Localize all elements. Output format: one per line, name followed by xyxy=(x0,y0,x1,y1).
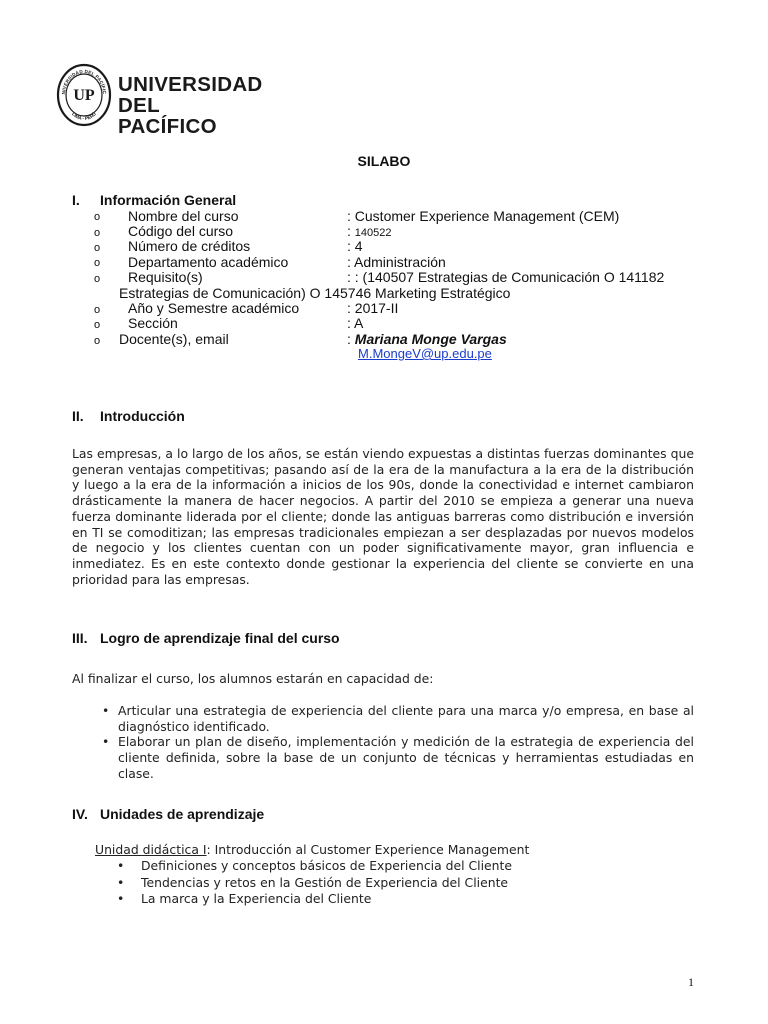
section-heading-2 xyxy=(72,408,185,424)
logo-line-2: DEL PACÍFICO xyxy=(118,94,217,138)
unit-title: : Introducción al Customer Experience Management xyxy=(206,842,530,857)
info-label-course-code: Código del curso xyxy=(128,223,234,239)
section-number: IV. xyxy=(72,806,88,822)
list-item: • Elaborar un plan de diseño, implementación y medición de la estrategia de experiencia del cliente definida, sobre la base de un conjunto de técnicas y herramientas estudiadas en clase. xyxy=(100,734,694,781)
circle-bullet-icon: o xyxy=(94,211,101,223)
introduction-paragraph: Las empresas, a lo largo de los años, se están viendo expuestas a distintas fuerzas dominantes que generan ventajas competitivas; pasando así de la era de la manufactura a la era de la distribución y luego a la era de la información a inicios de los 90s, donde la conectividad e internet cambiaron drásticamente la manera de hacer negocios. A partir del 2010 se empieza a generar una nueva fuerza dominante liderada por el cliente; donde las antiguas barreras como distribución e inversión en TI se comoditizan; las empresas tradicionales empiezan a ser desplazadas por nuevos modelos de negocio y los clientes cuentan con un poder significativamente mayor, gran influencia e inmediatez. Es en este contexto donde gestionar la experiencia del cliente se convierte en una prioridad para las empresas. xyxy=(72,446,694,587)
circle-bullet-icon: o xyxy=(94,335,101,347)
unit-topic-list xyxy=(115,858,512,908)
info-value-course-code: : 140522 xyxy=(347,223,392,239)
circle-bullet-icon: o xyxy=(94,319,101,331)
info-label-teacher: Docente(s), email xyxy=(119,331,229,347)
section-number: II. xyxy=(72,408,84,424)
section-heading-1 xyxy=(72,192,236,208)
unit-label: Unidad didáctica I xyxy=(95,842,207,857)
course-code-number: 140522 xyxy=(354,227,392,239)
learning-outcome-list xyxy=(100,703,694,782)
requirements-continuation: Estrategias de Comunicación) O 145746 Marketing Estratégico xyxy=(119,285,511,301)
section-title: Logro de aprendizaje final del curso xyxy=(100,630,340,646)
info-value-requirements: : : (140507 Estrategias de Comunicación O 141182 xyxy=(347,269,665,285)
section-number: III. xyxy=(72,630,88,646)
info-value-course-name: : Customer Experience Management (CEM) xyxy=(347,208,620,224)
section-title: Introducción xyxy=(100,408,185,424)
circle-bullet-icon: o xyxy=(94,304,101,316)
teacher-name: Mariana Monge Vargas xyxy=(354,331,507,347)
info-label-department: Departamento académico xyxy=(128,254,289,270)
section-heading-3 xyxy=(72,630,340,646)
circle-bullet-icon: o xyxy=(94,273,101,285)
circle-bullet-icon: o xyxy=(94,242,101,254)
info-value-department: : Administración xyxy=(347,254,446,270)
university-seal-icon xyxy=(56,63,112,127)
teacher-email-link[interactable]: M.MongeV@up.edu.pe xyxy=(358,346,492,361)
section-number: I. xyxy=(72,192,80,208)
seal-text-top: NIVERSIDAD DEL PACÍFIC xyxy=(60,68,108,95)
learning-outcome-intro: Al finalizar el curso, los alumnos estarán en capacidad de: xyxy=(72,671,434,686)
document-title: SILABO xyxy=(357,153,411,169)
info-value-year-semester: : 2017-II xyxy=(347,300,399,316)
info-label-course-name: Nombre del curso xyxy=(128,208,239,224)
info-label-requirements: Requisito(s) xyxy=(128,269,203,285)
circle-bullet-icon: o xyxy=(94,227,101,239)
info-value-teacher: : Mariana Monge Vargas xyxy=(347,331,507,347)
unit-heading xyxy=(95,842,529,857)
logo-line-1: UNIVERSIDAD xyxy=(118,73,263,96)
list-item: • Definiciones y conceptos básicos de Experiencia del Cliente xyxy=(115,858,512,875)
list-item: • Articular una estrategia de experiencia del cliente para una marca y/o empresa, en base al diagnóstico identificado. xyxy=(100,703,694,734)
seal-text-bottom: LIMA - PERÚ xyxy=(70,111,98,122)
info-label-credits: Número de créditos xyxy=(128,238,251,254)
list-item: • Tendencias y retos en la Gestión de Experiencia del Cliente xyxy=(115,875,512,892)
info-value-credits: : 4 xyxy=(347,238,363,254)
info-label-year-semester: Año y Semestre académico xyxy=(128,300,300,316)
page-number: 1 xyxy=(688,975,694,989)
section-title: Información General xyxy=(100,192,237,208)
circle-bullet-icon: o xyxy=(94,257,101,269)
list-item: • La marca y la Experiencia del Cliente xyxy=(115,891,512,908)
info-value-section: : A xyxy=(347,315,364,331)
seal-monogram: UP xyxy=(73,87,95,104)
section-heading-4 xyxy=(72,806,264,822)
section-title: Unidades de aprendizaje xyxy=(100,806,265,822)
university-wordmark xyxy=(118,74,263,137)
university-logo xyxy=(56,63,263,138)
info-label-section: Sección xyxy=(128,315,178,331)
